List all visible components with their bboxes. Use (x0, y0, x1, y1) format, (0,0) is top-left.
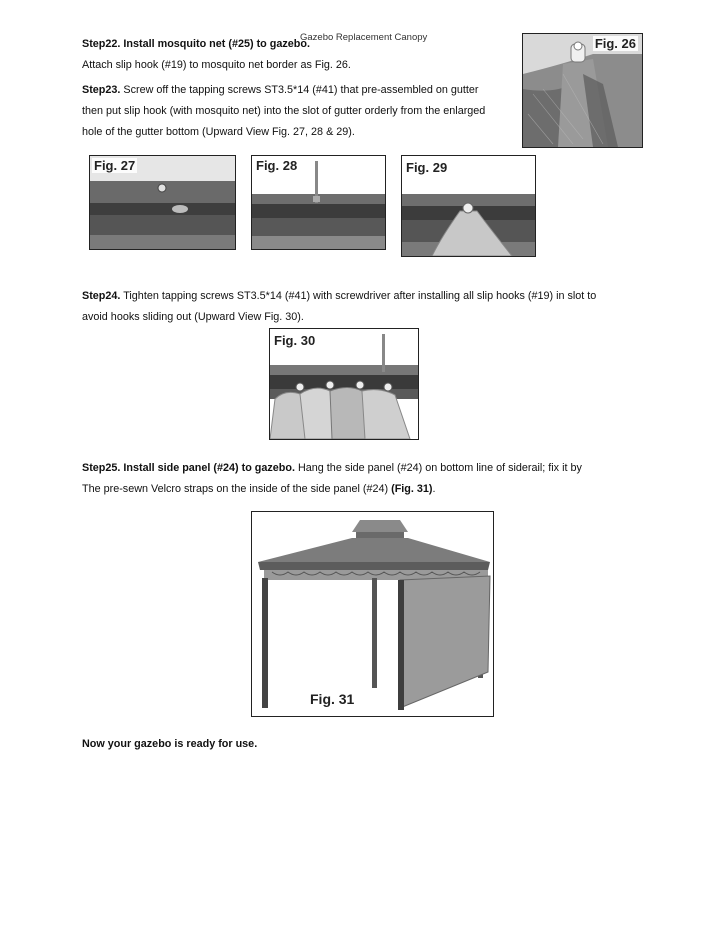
fig31-label: Fig. 31 (310, 691, 355, 707)
fig27-label: Fig. 27 (94, 158, 136, 173)
step24-line2: avoid hooks sliding out (Upward View Fig. 30). (82, 311, 304, 323)
step23-block (82, 80, 522, 143)
step25-line2: The pre-sewn Velcro straps on the inside of the side panel (#24) (82, 483, 392, 495)
fig30-label: Fig. 30 (274, 333, 316, 348)
step24-block (82, 286, 652, 328)
step22-text: Attach slip hook (#19) to mosquito net border as Fig. 26. (82, 59, 351, 71)
step24-heading: Step24. (82, 290, 121, 302)
fig28-label: Fig. 28 (256, 158, 298, 173)
step24-line1: Tighten tapping screws ST3.5*14 (#41) with screwdriver after installing all slip hooks (#19) in slot to (120, 290, 597, 302)
fig30-image (269, 328, 419, 440)
fig31-image (251, 511, 494, 717)
step23-line1: Screw off the tapping screws ST3.5*14 (#41) that pre-assembled on gutter (120, 84, 479, 96)
fig26-image (522, 33, 643, 148)
step25-heading: Step25. Install side panel (#24) to gazebo. (82, 462, 295, 474)
closing-line: Now your gazebo is ready for use. (82, 738, 258, 750)
fig26-label: Fig. 26 (594, 36, 636, 51)
step25-fig-ref: (Fig. 31) (391, 483, 433, 495)
document-header: Gazebo Replacement Canopy (300, 32, 428, 43)
step23-heading: Step23. (82, 84, 121, 96)
step23-line2: then put slip hook (with mosquito net) into the slot of gutter orderly from the enlarged (82, 105, 486, 117)
step23-line3: hole of the gutter bottom (Upward View Fig. 27, 28 & 29). (82, 126, 355, 138)
fig28-image (251, 155, 386, 250)
fig31-gazebo-drawing (252, 512, 493, 716)
step25-line1: Hang the side panel (#24) on bottom line of siderail; fix it by (295, 462, 582, 474)
fig29-image (401, 155, 536, 257)
step25-line2-end: . (432, 483, 436, 495)
fig29-label: Fig. 29 (406, 160, 448, 175)
step25-block (82, 458, 652, 500)
fig27-image (89, 155, 236, 250)
step22-heading: Step22. Install mosquito net (#25) to gazebo. (82, 38, 310, 50)
step22-block (82, 34, 522, 76)
